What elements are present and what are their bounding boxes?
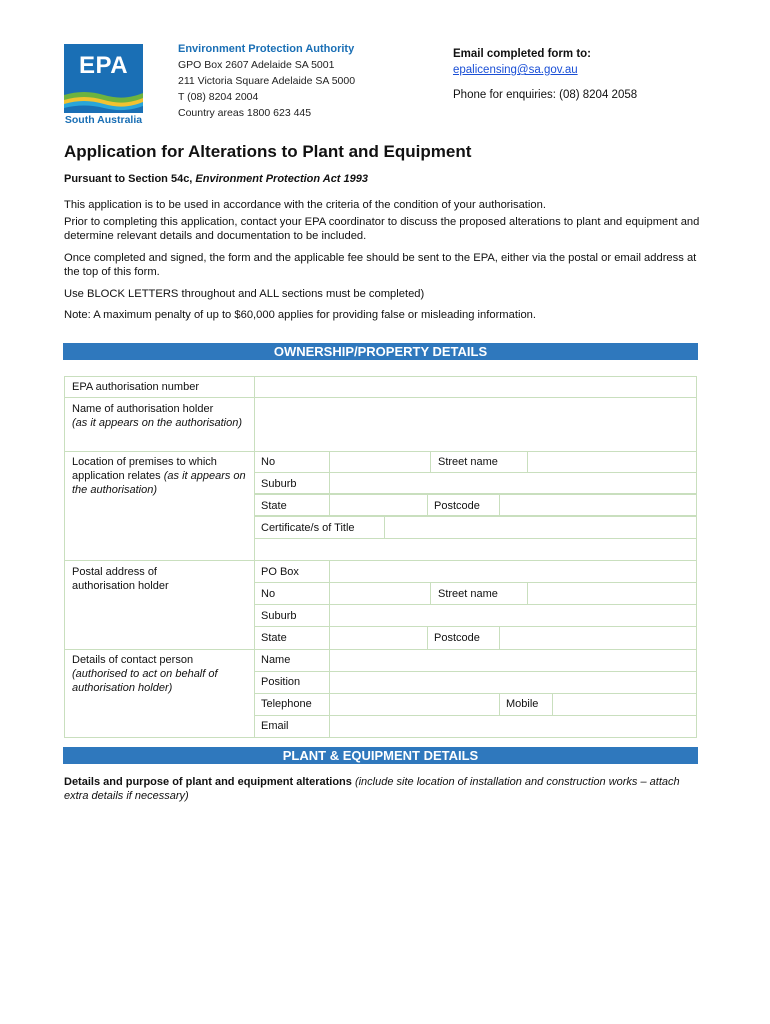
- contact-mobile-input[interactable]: [552, 693, 697, 716]
- contact-email-input[interactable]: [329, 715, 697, 738]
- postal-postcode-input[interactable]: [499, 626, 697, 650]
- contact-name-input[interactable]: [329, 649, 697, 672]
- paragraph: Note: A maximum penalty of up to $60,000 applies for providing false or misleading information.: [64, 309, 536, 321]
- location-no-input[interactable]: [329, 451, 431, 473]
- postal-street-input[interactable]: [527, 582, 697, 605]
- field-state-label: State: [261, 500, 287, 512]
- postal-suburb-input[interactable]: [329, 604, 697, 627]
- paragraph: This application is to be used in accordance with the criteria of the condition of your authorisation.: [64, 199, 546, 211]
- field-street-label: Street name: [438, 456, 498, 468]
- certificate-input[interactable]: [384, 516, 697, 539]
- holder-name-label: Name of authorisation holder (as it appears on the authorisation): [72, 403, 242, 429]
- contact-position-input[interactable]: [329, 671, 697, 694]
- field-street-label: Street name: [438, 588, 498, 600]
- field-suburb-label: Suburb: [261, 478, 297, 490]
- postal-label: Postal address of authorisation holder: [72, 566, 169, 592]
- field-certificate-label: Certificate/s of Title: [261, 522, 355, 534]
- section-heading-ownership: OWNERSHIP/PROPERTY DETAILS: [63, 343, 698, 360]
- logo-text: EPA: [78, 52, 129, 79]
- location-street-input[interactable]: [527, 451, 697, 473]
- phone-enquiries: Phone for enquiries: (08) 8204 2058: [453, 89, 638, 101]
- logo-region: South Australia: [64, 114, 143, 126]
- logo-wave-icon: [64, 87, 143, 113]
- field-state-label: State: [261, 632, 287, 644]
- field-telephone-label: Telephone: [261, 698, 312, 710]
- postal-no-input[interactable]: [329, 582, 431, 605]
- contact-telephone-input[interactable]: [329, 693, 500, 716]
- agency-name: Environment Protection Authority: [178, 43, 355, 55]
- location-state-input[interactable]: [329, 494, 428, 516]
- email-label: Email completed form to:: [453, 48, 592, 60]
- contact-label: Details of contact person (authorised to act on behalf of authorisation holder): [72, 654, 218, 694]
- field-suburb-label: Suburb: [261, 610, 297, 622]
- postal-pobox-input[interactable]: [329, 560, 697, 583]
- paragraph: Prior to completing this application, contact your EPA coordinator to discuss the proposed alterations to plant and equipment and determine relevant details and documentation to be included.: [64, 216, 700, 242]
- epa-number-input[interactable]: [254, 376, 697, 398]
- postal-state-input[interactable]: [329, 626, 428, 650]
- section-heading-plant: PLANT & EQUIPMENT DETAILS: [63, 747, 698, 764]
- plant-details-instructions: Details and purpose of plant and equipment alterations (include site location of installation and construction works – attach extra details if necessary): [64, 776, 680, 802]
- field-pobox-label: PO Box: [261, 566, 299, 578]
- location-extra-input[interactable]: [254, 538, 697, 561]
- field-position-label: Position: [261, 676, 301, 688]
- epa-logo: [64, 44, 143, 126]
- address-line: GPO Box 2607 Adelaide SA 5001: [178, 59, 335, 71]
- location-label: Location of premises to which application relates (as it appears on the authorisation): [72, 456, 246, 496]
- location-suburb-input[interactable]: [329, 472, 697, 494]
- field-no-label: No: [261, 588, 276, 600]
- subtitle: Pursuant to Section 54c, Environment Protection Act 1993: [64, 173, 369, 185]
- location-postcode-input[interactable]: [499, 494, 697, 516]
- page-title: Application for Alterations to Plant and Equipment: [64, 142, 472, 161]
- field-postcode-label: Postcode: [434, 500, 480, 512]
- field-postcode-label: Postcode: [434, 632, 480, 644]
- field-email-label: Email: [261, 720, 289, 732]
- address-line: Country areas 1800 623 445: [178, 107, 312, 119]
- field-no-label: No: [261, 456, 276, 468]
- epa-number-label: EPA authorisation number: [72, 381, 199, 393]
- paragraph: Use BLOCK LETTERS throughout and ALL sections must be completed): [64, 288, 425, 300]
- paragraph: Once completed and signed, the form and the applicable fee should be sent to the EPA, either via the postal or email address at the top of this form.: [64, 252, 697, 278]
- email-link[interactable]: epalicensing@sa.gov.au: [453, 64, 578, 76]
- field-mobile-label: Mobile: [506, 698, 539, 710]
- address-line: 211 Victoria Square Adelaide SA 5000: [178, 75, 356, 87]
- field-name-label: Name: [261, 654, 291, 666]
- address-line: T (08) 8204 2004: [178, 91, 259, 103]
- holder-name-input[interactable]: [254, 397, 697, 452]
